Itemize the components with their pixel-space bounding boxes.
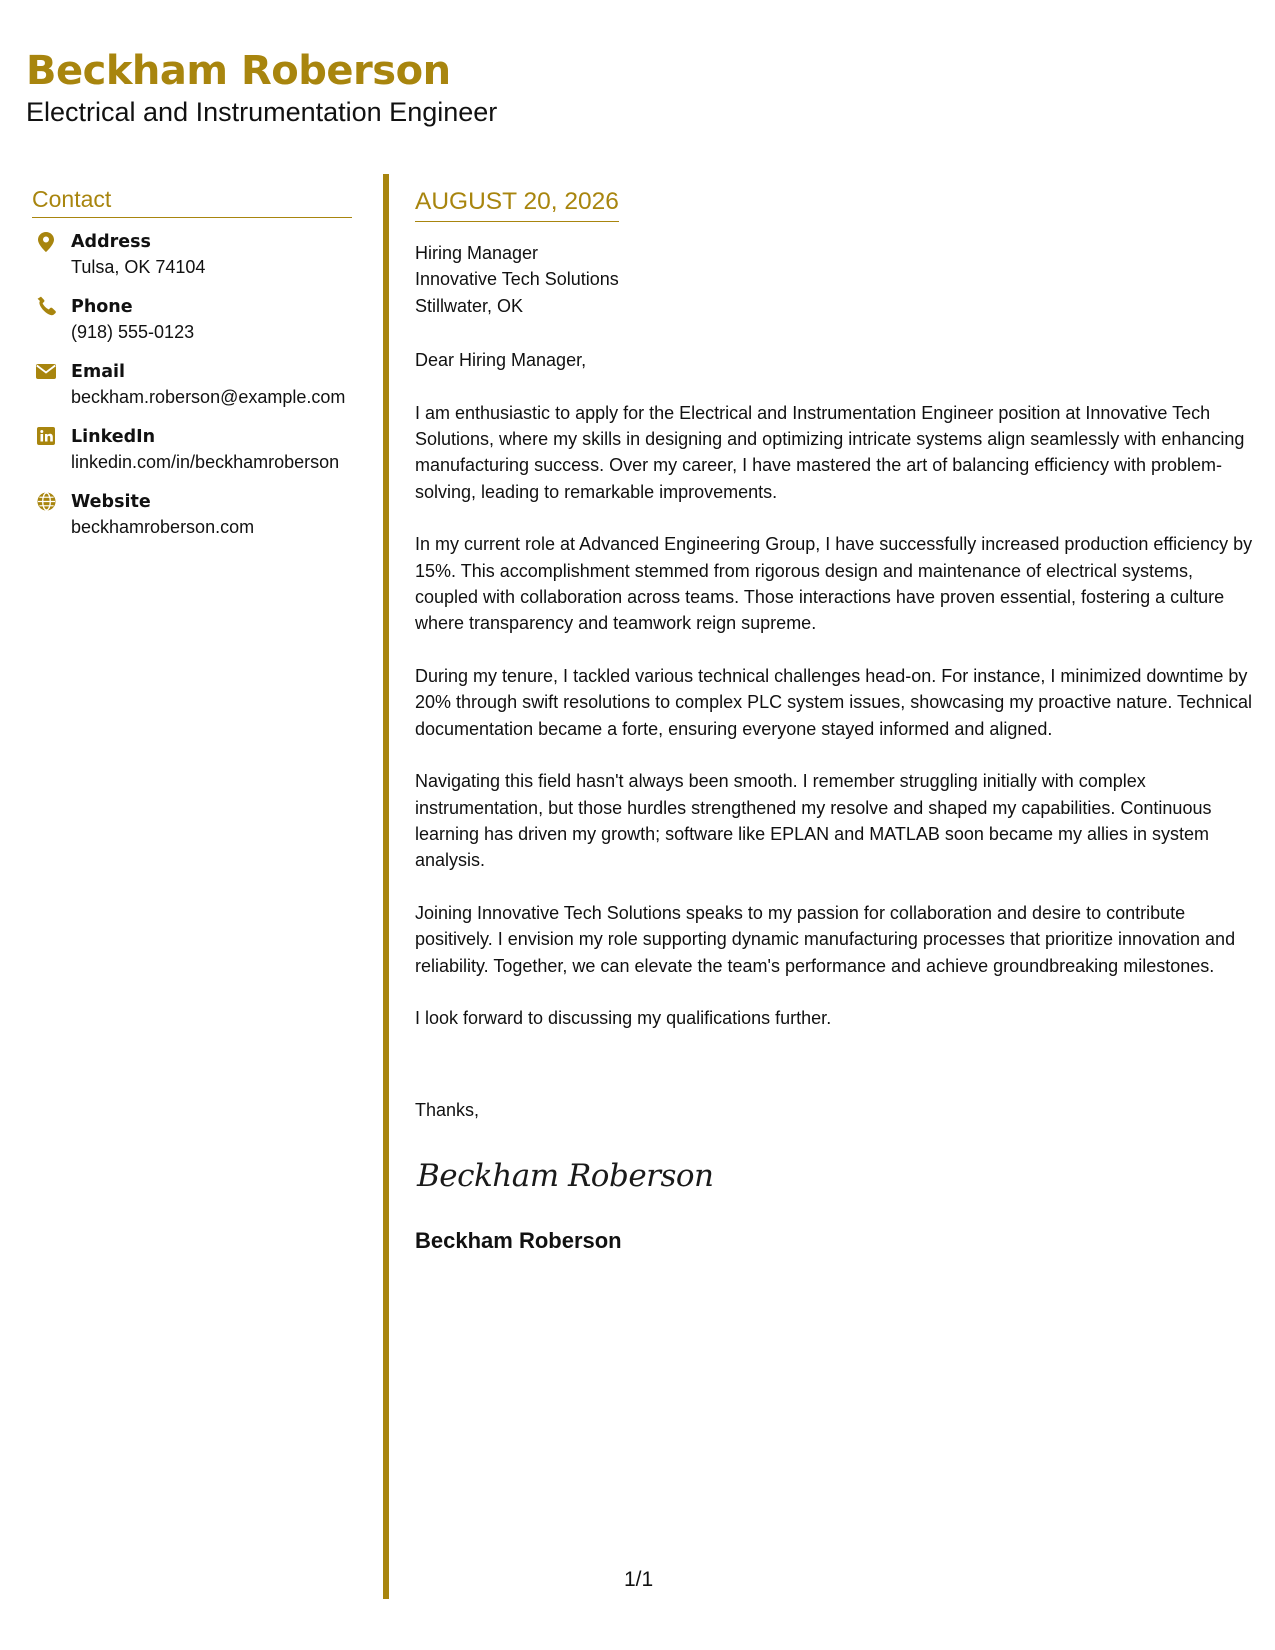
map-marker-icon [36, 232, 56, 252]
recipient-line: Stillwater, OK [415, 295, 524, 316]
body-paragraph: Joining Innovative Tech Solutions speaks to my passion for collaboration and desire to contribute positively. I envision my role supporting dynamic manufacturing processes that prioritize innovation and reliability. Together, we can elevate the team's performance and achieve groundbreaking milestones. [415, 902, 1236, 976]
recipient-block [415, 240, 1255, 319]
svg-text:Beckham Roberson: Beckham Roberson [417, 1157, 714, 1194]
contact-linkedin [32, 425, 352, 475]
applicant-name: Beckham Roberson [26, 48, 451, 94]
contact-sidebar [32, 186, 352, 555]
page-number: 1/1 [624, 1568, 654, 1591]
letter-body [415, 188, 1255, 1254]
recipient-line: Hiring Manager [415, 243, 539, 263]
linkedin-icon [36, 427, 56, 447]
globe-icon [36, 492, 56, 512]
phone-icon [36, 297, 56, 317]
job-title: Electrical and Instrumentation Engineer [26, 97, 498, 127]
contact-label: Phone [71, 297, 133, 317]
recipient-line: Innovative Tech Solutions [415, 269, 619, 290]
body-paragraph: I am enthusiastic to apply for the Electrical and Instrumentation Engineer position at Innovative Tech Solutions, where my skills in designing and optimizing intricate systems align seamlessly with enhancing manufacturing success. Over my career, I have mastered the art of balancing efficiency with problem-solving, leading to remarkable improvements. [415, 402, 1245, 502]
contact-value[interactable]: linkedin.com/in/beckhamroberson [71, 452, 340, 472]
contact-heading: Contact [32, 186, 352, 218]
contact-email [32, 360, 352, 410]
contact-label: Website [71, 492, 151, 512]
body-paragraph: In my current role at Advanced Engineering Group, I have successfully increased production efficiency by 15%. This accomplishment stemmed from rigorous design and maintenance of electrical systems, coupled with collaboration across teams. Those interactions have proven essential, fostering a culture where transparency and teamwork reign supreme. [415, 534, 1253, 634]
handwritten-signature [415, 1152, 714, 1202]
envelope-icon [36, 362, 56, 382]
contact-value: Tulsa, OK 74104 [71, 257, 206, 277]
contact-label: Address [71, 232, 151, 252]
contact-address [32, 230, 352, 280]
body-paragraph: Navigating this field hasn't always been smooth. I remember struggling initially with complex instrumentation, but those hurdles strengthened my resolve and shaped my capabilities. Continuous learning has driven my growth; software like EPLAN and MATLAB soon became my allies in system analysis. [415, 771, 1212, 871]
body-paragraph: I look forward to discussing my qualifications further. [415, 1007, 832, 1028]
salutation: Dear Hiring Manager, [415, 350, 587, 371]
signature-name: Beckham Roberson [415, 1227, 622, 1253]
column-divider [383, 174, 389, 1599]
body-paragraph: During my tenure, I tackled various technical challenges head-on. For instance, I minimized downtime by 20% through swift resolutions to complex PLC system issues, showcasing my proactive nature. Technical documentation became a forte, ensuring everyone stayed informed and aligned. [415, 665, 1253, 739]
letter-header [26, 48, 497, 128]
letter-date: AUGUST 20, 2026 [415, 188, 619, 222]
contact-label: LinkedIn [71, 427, 156, 447]
contact-value[interactable]: beckhamroberson.com [71, 517, 255, 537]
contact-phone [32, 295, 352, 345]
contact-value[interactable]: beckham.roberson@example.com [71, 387, 346, 407]
closing: Thanks, [415, 1100, 480, 1121]
contact-value: (918) 555-0123 [71, 322, 195, 342]
contact-website [32, 490, 352, 540]
contact-label: Email [71, 362, 125, 382]
